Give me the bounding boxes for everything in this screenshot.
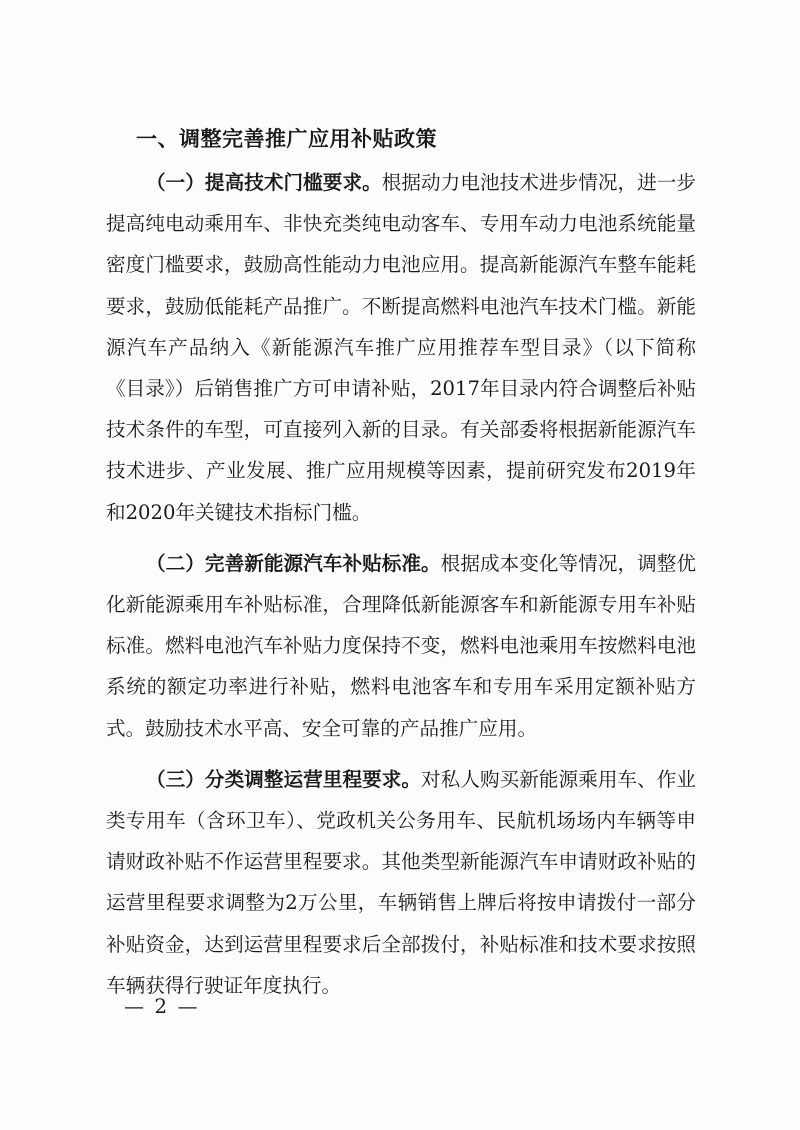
- paragraph-1: [106, 162, 696, 533]
- paragraph-2-body: 根据成本变化等情况，调整优化新能源乘用车补贴标准，合理降低新能源客车和新能源专用车补贴标准。燃料电池汽车补贴力度保持不变，燃料电池乘用车按燃料电池系统的额定功率进行补贴，燃料电池客车和专用车采用定额补贴方式。鼓励技术水平高、安全可靠的产品推广应用。: [106, 551, 697, 740]
- paragraph-2-lead: （二）完善新能源汽车补贴标准。: [146, 551, 441, 575]
- paragraph-3-body: 对私人购买新能源乘用车、作业类专用车（含环卫车）、党政机关公务用车、民航机场场内车辆等申请财政补贴不作运营里程要求。其他类型新能源汽车申请财政补贴的运营里程要求调整为2万公里，车辆销售上牌后将按申请拨付一部分补贴资金，达到运营里程要求后全部拨付，补贴标准和技术要求按照车辆获得行驶证年度执行。: [106, 767, 697, 997]
- paragraph-2: [106, 543, 696, 749]
- page-number: — 2 —: [124, 994, 200, 1018]
- paragraph-1-lead: （一）提高技术门槛要求。: [146, 171, 382, 194]
- section-heading: 一、调整完善推广应用补贴政策: [136, 127, 437, 151]
- paragraph-3: [106, 759, 696, 1006]
- paragraph-3-lead: （三）分类调整运营里程要求。: [146, 767, 422, 791]
- paragraph-1-body: 根据动力电池技术进步情况，进一步提高纯电动乘用车、非快充类纯电动客车、专用车动力电池系统能量密度门槛要求，鼓励高性能动力电池应用。提高新能源汽车整车能耗要求，鼓励低能耗产品推广。不断提高燃料电池汽车技术门槛。新能源汽车产品纳入《新能源汽车推广应用推荐车型目录》（以下简称《目录》）后销售推广方可申请补贴，2017年目录内符合调整后补贴技术条件的车型，可直接列入新的目录。有关部委将根据新能源汽车技术进步、产业发展、推广应用规模等因素，提前研究发布2019年和2020年关键技术指标门槛。: [106, 171, 697, 524]
- document-body: [106, 126, 696, 1016]
